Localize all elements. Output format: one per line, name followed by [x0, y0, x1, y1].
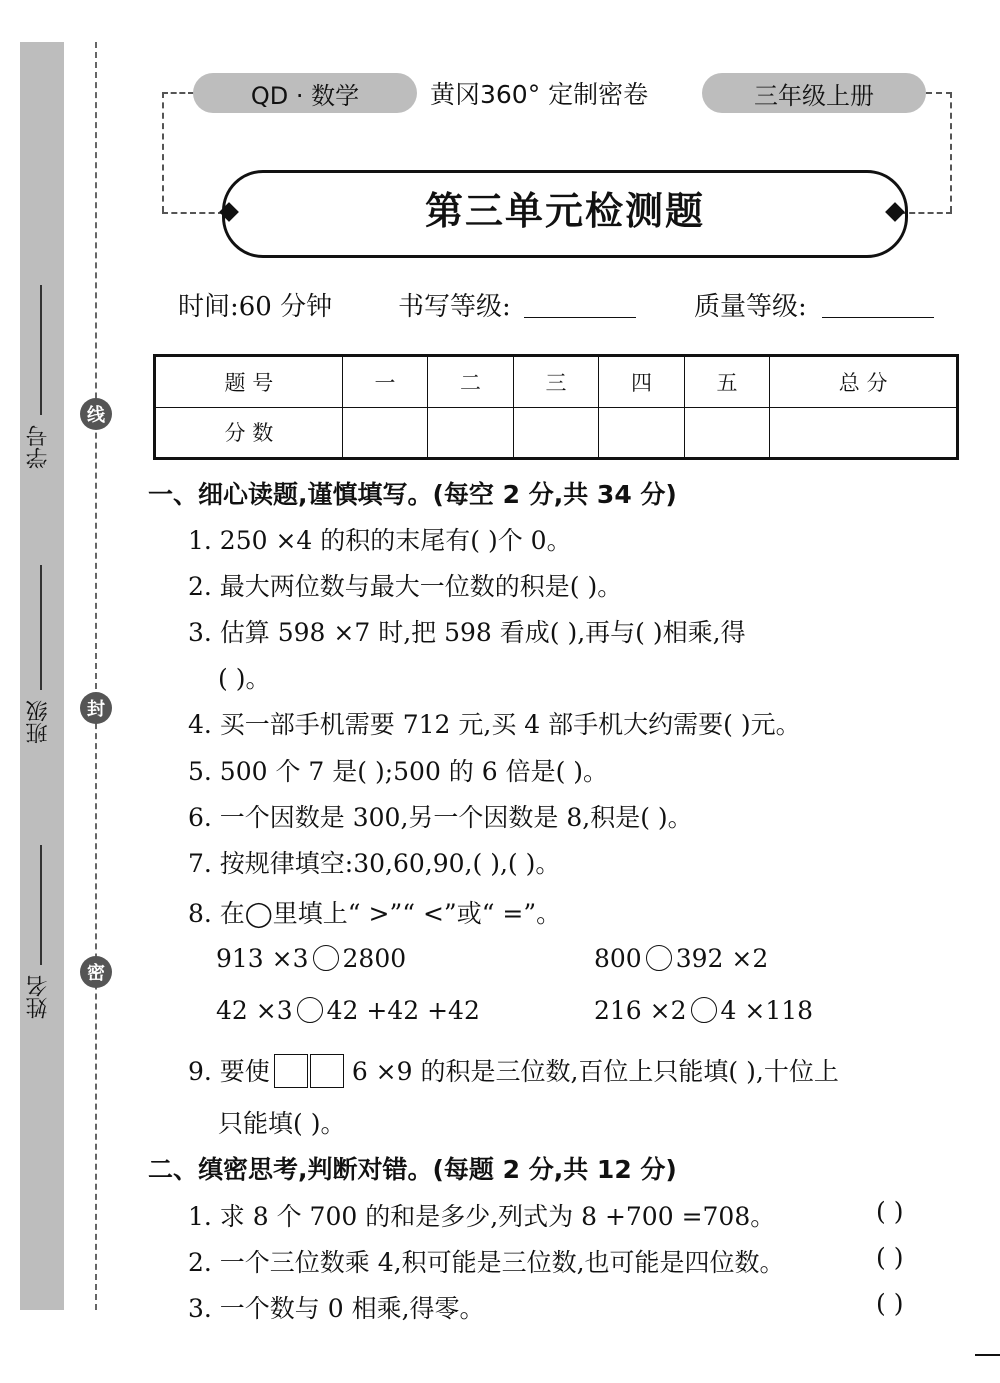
score-cell[interactable]: [599, 407, 685, 459]
score-header: 三: [513, 356, 599, 408]
question-1-9-cont: 只能填( )。: [218, 1109, 346, 1138]
score-header: 一: [342, 356, 428, 408]
digit-box[interactable]: [310, 1054, 344, 1088]
digit-box[interactable]: [274, 1054, 308, 1088]
question-1-8: 8. 在◯里填上“ >”“ <”或“ =”。: [188, 899, 562, 928]
question-1-9-text: 6 ×9 的积是三位数,百位上只能填( ),十位上: [351, 1057, 839, 1086]
question-1-4: 4. 买一部手机需要 712 元,买 4 部手机大约需要( )元。: [188, 710, 801, 739]
compare-right: 2800: [342, 944, 407, 973]
header-dash: [926, 92, 952, 94]
student-id-label: 学号: [26, 425, 51, 469]
answer-paren[interactable]: ( ): [876, 1243, 904, 1272]
name-field[interactable]: [40, 845, 42, 965]
name-label: 姓名: [26, 975, 51, 1019]
score-header: 五: [684, 356, 770, 408]
compare-left: 913 ×3: [216, 944, 309, 973]
subject-badge: QD · 数学: [193, 73, 417, 113]
page-edge-mark: [975, 1354, 1000, 1356]
header-dash: [950, 92, 952, 212]
section-2-heading: 二、缜密思考,判断对错。(每题 2 分,共 12 分): [148, 1155, 677, 1184]
score-cell[interactable]: [428, 407, 514, 459]
score-cell[interactable]: [684, 407, 770, 459]
class-label: 班级: [26, 700, 51, 744]
writing-grade-field[interactable]: [524, 317, 636, 318]
compare-right: 42 +42 +42: [326, 996, 480, 1025]
score-cell[interactable]: [513, 407, 599, 459]
compare-item: [594, 944, 768, 973]
writing-grade-label: 书写等级:: [398, 292, 511, 322]
answer-paren[interactable]: ( ): [876, 1197, 904, 1226]
compare-right: 392 ×2: [675, 944, 769, 973]
header-dash: [162, 92, 194, 94]
question-1-2: 2. 最大两位数与最大一位数的积是( )。: [188, 572, 623, 601]
question-1-3: 3. 估算 598 ×7 时,把 598 看成( ),再与( )相乘,得: [188, 618, 746, 647]
question-1-9: [188, 1052, 839, 1088]
score-table-header-row: [155, 356, 958, 408]
compare-left: 800: [594, 944, 642, 973]
class-field[interactable]: [40, 565, 42, 690]
score-cell[interactable]: [342, 407, 428, 459]
compare-circle[interactable]: [297, 997, 323, 1023]
question-2-2: 2. 一个三位数乘 4,积可能是三位数,也可能是四位数。: [188, 1248, 785, 1277]
compare-left: 42 ×3: [216, 996, 293, 1025]
compare-item: [216, 996, 480, 1025]
answer-paren[interactable]: ( ): [876, 1289, 904, 1318]
question-2-3: 3. 一个数与 0 相乘,得零。: [188, 1294, 485, 1323]
cut-line: [95, 42, 97, 1310]
question-1-5: 5. 500 个 7 是( );500 的 6 倍是( )。: [188, 757, 609, 786]
question-1-9-prefix: 9. 要使: [188, 1057, 270, 1086]
time-limit: 时间:60 分钟: [178, 292, 333, 322]
question-1-6: 6. 一个因数是 300,另一个因数是 8,积是( )。: [188, 803, 693, 832]
compare-circle[interactable]: [313, 945, 339, 971]
quality-grade-label: 质量等级:: [694, 292, 807, 322]
seal-line: 线: [80, 398, 112, 430]
compare-circle[interactable]: [646, 945, 672, 971]
student-id-field[interactable]: [40, 285, 42, 415]
score-header: 四: [599, 356, 685, 408]
compare-circle[interactable]: [691, 997, 717, 1023]
question-2-1: 1. 求 8 个 700 的和是多少,列式为 8 +700 =708。: [188, 1202, 776, 1231]
score-row-label: 分 数: [155, 407, 343, 459]
series-name: 黄冈360° 定制密卷: [430, 80, 649, 109]
compare-right: 4 ×118: [720, 996, 814, 1025]
header-dash: [162, 212, 224, 214]
score-cell[interactable]: [770, 407, 958, 459]
score-header: 总 分: [770, 356, 958, 408]
compare-left: 216 ×2: [594, 996, 687, 1025]
score-table: [153, 354, 959, 460]
binding-strip: [20, 42, 64, 1310]
question-1-1: 1. 250 ×4 的积的末尾有( )个 0。: [188, 526, 572, 555]
compare-item: [216, 944, 406, 973]
grade-badge: 三年级上册: [702, 73, 926, 113]
page-title: 第三单元检测题: [424, 188, 705, 233]
compare-item: [594, 996, 813, 1025]
header-dash: [162, 92, 164, 212]
score-table-score-row: [155, 407, 958, 459]
seal-seal: 封: [80, 692, 112, 724]
score-header: 题 号: [155, 356, 343, 408]
quality-grade-field[interactable]: [822, 317, 934, 318]
score-header: 二: [428, 356, 514, 408]
section-1-heading: 一、细心读题,谨慎填写。(每空 2 分,共 34 分): [148, 480, 677, 509]
question-1-7: 7. 按规律填空:30,60,90,( ),( )。: [188, 849, 561, 878]
seal-secret: 密: [80, 956, 112, 988]
question-1-3-cont: ( )。: [218, 664, 271, 693]
